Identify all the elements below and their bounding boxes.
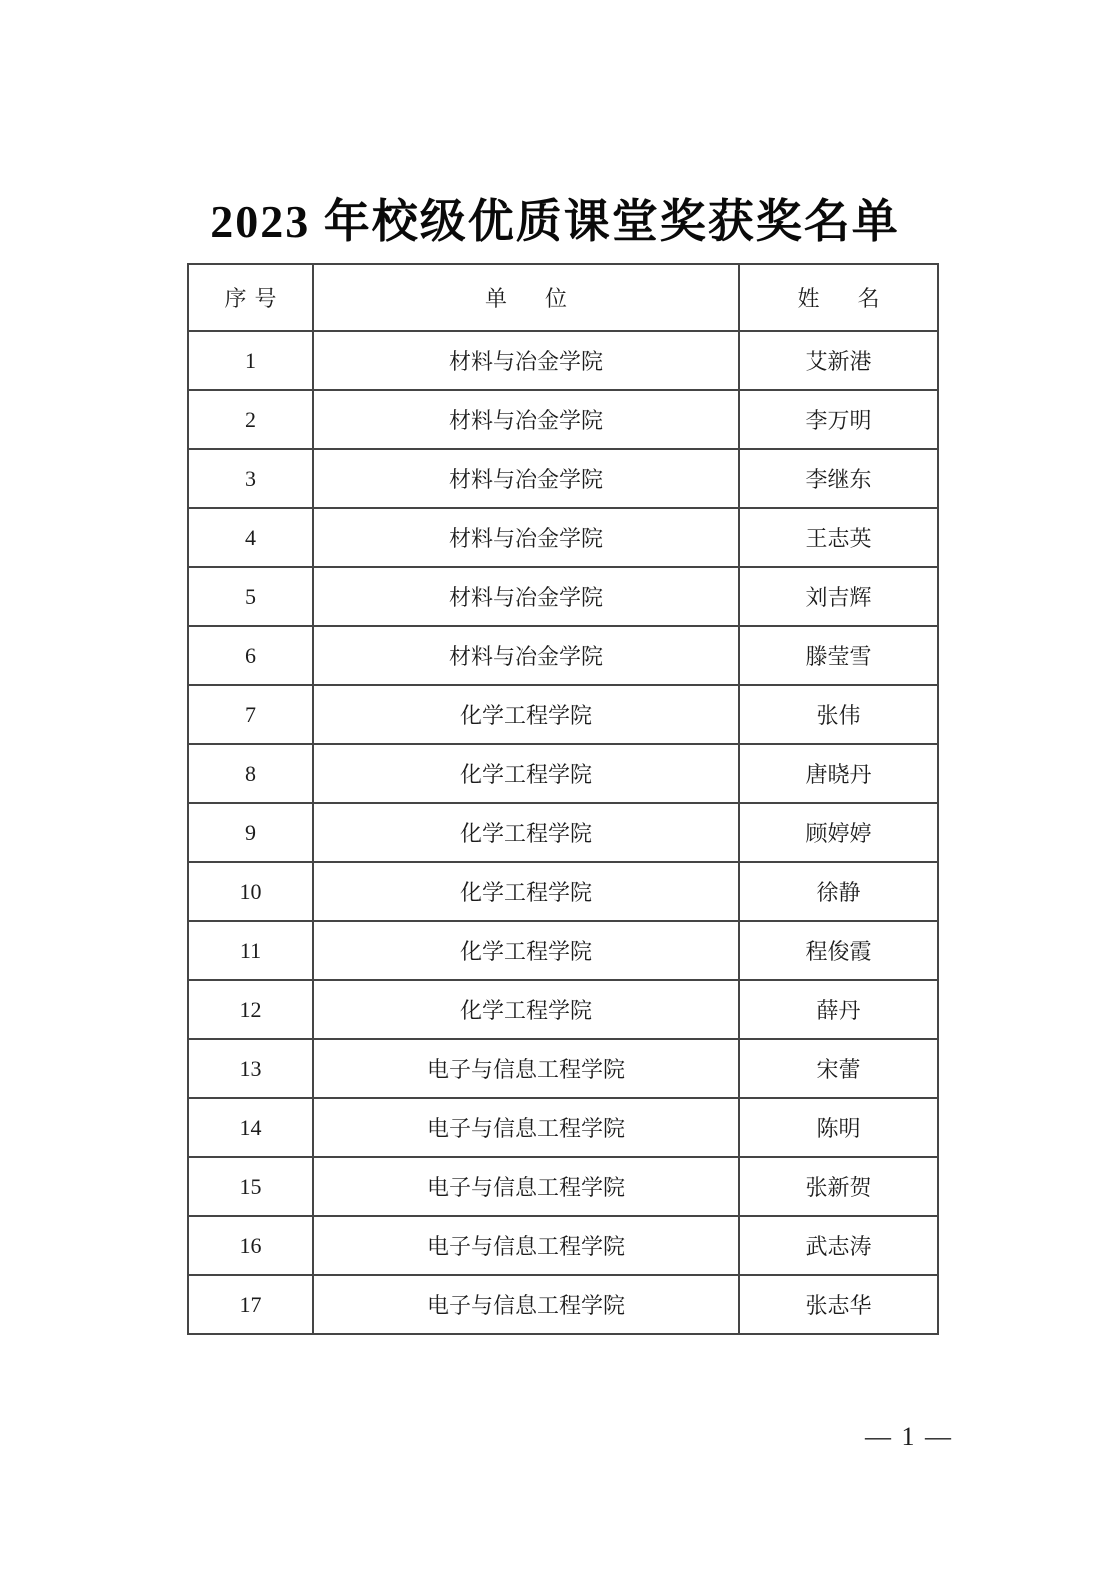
cell-unit: 化学工程学院: [313, 685, 739, 744]
cell-unit: 电子与信息工程学院: [313, 1039, 739, 1098]
table-row: [188, 1216, 938, 1275]
cell-name: 薛丹: [739, 980, 938, 1039]
cell-unit: 电子与信息工程学院: [313, 1098, 739, 1157]
table-row: [188, 390, 938, 449]
cell-index: 7: [188, 685, 313, 744]
table-row: [188, 921, 938, 980]
document-title: 2023 年校级优质课堂奖获奖名单: [210, 196, 900, 247]
table-row: [188, 449, 938, 508]
table-row: [188, 626, 938, 685]
table-header-name: 姓 名: [739, 264, 938, 331]
cell-unit: 材料与冶金学院: [313, 508, 739, 567]
cell-unit: 化学工程学院: [313, 921, 739, 980]
cell-index: 15: [188, 1157, 313, 1216]
cell-name: 程俊霞: [739, 921, 938, 980]
cell-name: 张新贺: [739, 1157, 938, 1216]
table-row: [188, 1039, 938, 1098]
table-header-unit: 单 位: [313, 264, 739, 331]
cell-index: 6: [188, 626, 313, 685]
cell-index: 5: [188, 567, 313, 626]
page-number: — 1 —: [865, 1422, 953, 1451]
cell-name: 陈明: [739, 1098, 938, 1157]
cell-index: 17: [188, 1275, 313, 1334]
cell-name: 刘吉辉: [739, 567, 938, 626]
cell-unit: 电子与信息工程学院: [313, 1157, 739, 1216]
table-header-row: [188, 264, 938, 331]
cell-name: 滕莹雪: [739, 626, 938, 685]
table-row: [188, 1157, 938, 1216]
cell-unit: 材料与冶金学院: [313, 331, 739, 390]
cell-name: 王志英: [739, 508, 938, 567]
cell-index: 13: [188, 1039, 313, 1098]
table-row: [188, 508, 938, 567]
cell-name: 艾新港: [739, 331, 938, 390]
cell-unit: 电子与信息工程学院: [313, 1275, 739, 1334]
cell-index: 1: [188, 331, 313, 390]
cell-unit: 化学工程学院: [313, 980, 739, 1039]
cell-name: 唐晓丹: [739, 744, 938, 803]
cell-index: 2: [188, 390, 313, 449]
cell-name: 顾婷婷: [739, 803, 938, 862]
cell-index: 8: [188, 744, 313, 803]
cell-name: 张伟: [739, 685, 938, 744]
cell-unit: 材料与冶金学院: [313, 390, 739, 449]
cell-unit: 电子与信息工程学院: [313, 1216, 739, 1275]
cell-index: 14: [188, 1098, 313, 1157]
table-body: [188, 331, 938, 1334]
table-row: [188, 567, 938, 626]
table-row: [188, 803, 938, 862]
cell-name: 李继东: [739, 449, 938, 508]
cell-unit: 材料与冶金学院: [313, 567, 739, 626]
table-row: [188, 1275, 938, 1334]
table-row: [188, 744, 938, 803]
cell-index: 10: [188, 862, 313, 921]
cell-name: 武志涛: [739, 1216, 938, 1275]
cell-unit: 化学工程学院: [313, 744, 739, 803]
cell-index: 16: [188, 1216, 313, 1275]
cell-index: 12: [188, 980, 313, 1039]
table-row: [188, 980, 938, 1039]
cell-unit: 材料与冶金学院: [313, 449, 739, 508]
cell-name: 张志华: [739, 1275, 938, 1334]
table-row: [188, 1098, 938, 1157]
cell-name: 徐静: [739, 862, 938, 921]
cell-unit: 化学工程学院: [313, 803, 739, 862]
cell-index: 11: [188, 921, 313, 980]
cell-unit: 化学工程学院: [313, 862, 739, 921]
cell-unit: 材料与冶金学院: [313, 626, 739, 685]
cell-index: 9: [188, 803, 313, 862]
cell-index: 4: [188, 508, 313, 567]
cell-index: 3: [188, 449, 313, 508]
table-header-index: 序号: [188, 264, 313, 331]
table-row: [188, 685, 938, 744]
table-row: [188, 862, 938, 921]
table-row: [188, 331, 938, 390]
award-winners-table: [187, 263, 939, 1335]
cell-name: 李万明: [739, 390, 938, 449]
cell-name: 宋蕾: [739, 1039, 938, 1098]
